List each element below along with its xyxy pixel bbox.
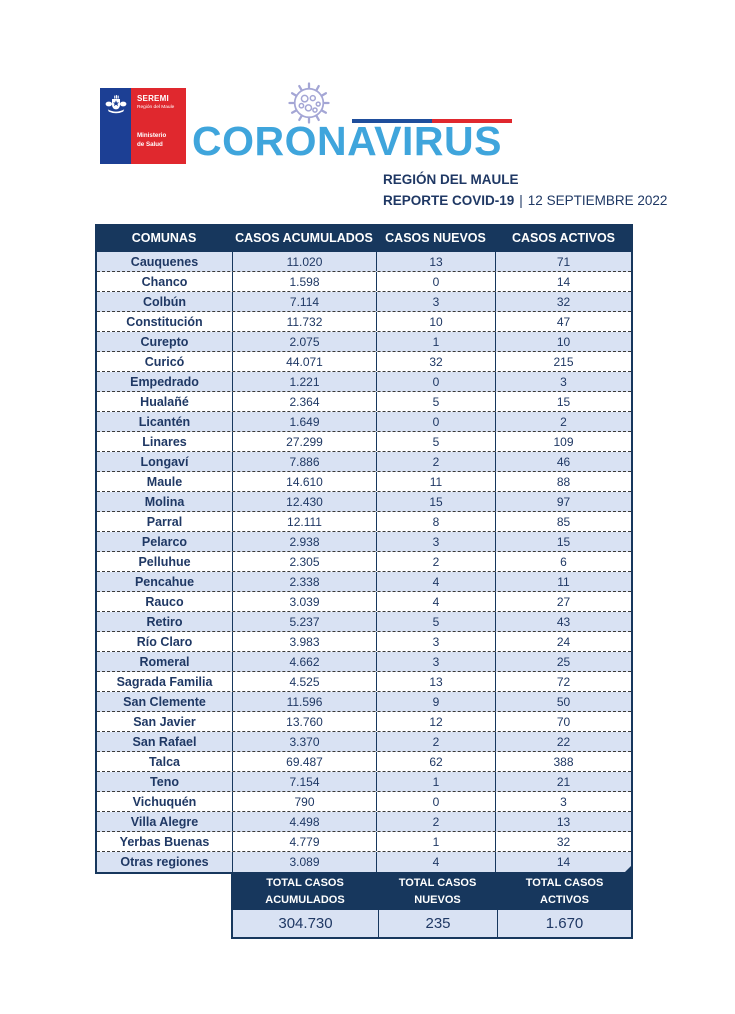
table-row — [97, 652, 631, 672]
report-date: 12 SEPTIEMBRE 2022 — [527, 193, 668, 208]
table-header-row — [95, 224, 633, 252]
value-cell: 4 — [377, 572, 496, 591]
value-cell: 4 — [377, 852, 496, 872]
comuna-cell: Vichuquén — [97, 792, 233, 811]
table-row — [97, 712, 631, 732]
comuna-cell: Villa Alegre — [97, 812, 233, 831]
table-row — [97, 352, 631, 372]
table-row — [97, 532, 631, 552]
value-cell: 14 — [496, 852, 631, 872]
comuna-cell: Otras regiones — [97, 852, 233, 872]
comuna-cell: Empedrado — [97, 372, 233, 391]
logo-red-panel — [131, 88, 186, 164]
table-row — [97, 592, 631, 612]
value-cell: 388 — [553, 754, 574, 769]
table-row — [97, 832, 631, 852]
column-header: CASOS NUEVOS — [385, 231, 486, 245]
totals-values-row — [231, 910, 633, 939]
value-cell: 25 — [556, 654, 571, 669]
comuna-cell: Colbún — [97, 292, 233, 311]
value-cell: 2 — [560, 414, 567, 429]
comuna-cell: Pelluhue — [97, 552, 233, 571]
comuna-cell: Sagrada Familia — [97, 672, 233, 691]
table-row — [97, 492, 631, 512]
table-row — [97, 292, 631, 312]
comuna-cell: Talca — [97, 752, 233, 771]
totals-header-cell — [497, 875, 632, 909]
value-cell: 6 — [560, 554, 567, 569]
value-cell: 1.598 — [233, 272, 377, 291]
value-cell: 0 — [377, 792, 496, 811]
comuna-cell: Rauco — [97, 592, 233, 611]
value-cell: 11.596 — [233, 692, 377, 711]
value-cell: 8 — [377, 512, 496, 531]
report-separator: | — [519, 193, 523, 208]
table-row — [97, 752, 631, 772]
table-row — [97, 692, 631, 712]
value-cell: 0 — [377, 412, 496, 431]
value-cell: 2 — [377, 552, 496, 571]
comuna-cell: Linares — [97, 432, 233, 451]
table-row — [97, 432, 631, 452]
value-cell: 4.525 — [233, 672, 377, 691]
table-row — [97, 272, 631, 292]
value-cell: 3.039 — [233, 592, 377, 611]
totals-header-line: TOTAL CASOS — [266, 876, 344, 889]
value-cell: 3 — [560, 794, 567, 809]
value-cell: 2.305 — [233, 552, 377, 571]
logo-ministry-text: Ministerio de Salud — [137, 132, 167, 148]
value-cell: 1 — [377, 332, 496, 351]
value-cell: 11.732 — [233, 312, 377, 331]
comuna-cell: Pelarco — [97, 532, 233, 551]
comuna-cell: Retiro — [97, 612, 233, 631]
comuna-cell: Hualañé — [97, 392, 233, 411]
value-cell: 215 — [553, 354, 574, 369]
value-cell: 11 — [377, 472, 496, 491]
value-cell: 27.299 — [233, 432, 377, 451]
comuna-cell: Constitución — [97, 312, 233, 331]
value-cell: 11 — [557, 574, 570, 589]
table-row — [97, 452, 631, 472]
totals-block — [231, 874, 633, 939]
value-cell: 12.430 — [233, 492, 377, 511]
value-cell: 71 — [556, 254, 571, 269]
table-row — [97, 732, 631, 752]
comuna-cell: Licantén — [97, 412, 233, 431]
totals-header-line: ACTIVOS — [540, 894, 589, 906]
value-cell: 0 — [377, 372, 496, 391]
value-cell: 13 — [377, 672, 496, 691]
value-cell: 4.779 — [233, 832, 377, 851]
totals-header-row — [231, 874, 633, 910]
page-title: CORONAVIRUS — [192, 118, 502, 164]
table-row — [97, 512, 631, 532]
column-header: CASOS ACUMULADOS — [235, 231, 373, 245]
comuna-cell: San Rafael — [97, 732, 233, 751]
value-cell: 10 — [556, 334, 571, 349]
value-cell: 9 — [377, 692, 496, 711]
totals-value-cell: 235 — [379, 910, 498, 937]
table-body — [95, 252, 633, 874]
table-row — [97, 812, 631, 832]
value-cell: 5 — [377, 612, 496, 631]
value-cell: 1 — [377, 772, 496, 791]
comuna-cell: Cauquenes — [97, 252, 233, 271]
value-cell: 14.610 — [233, 472, 377, 491]
comuna-cell: Teno — [97, 772, 233, 791]
value-cell: 85 — [556, 514, 571, 529]
totals-value-cell: 1.670 — [545, 915, 584, 932]
logo-seremi-text: SEREMI — [137, 94, 169, 103]
value-cell: 4 — [377, 592, 496, 611]
value-cell: 109 — [553, 434, 574, 449]
logo-blue-panel — [100, 88, 131, 164]
value-cell: 24 — [556, 634, 571, 649]
value-cell: 1 — [377, 832, 496, 851]
comuna-cell: Longaví — [97, 452, 233, 471]
comuna-cell: San Javier — [97, 712, 233, 731]
table-row — [97, 612, 631, 632]
value-cell: 3 — [377, 652, 496, 671]
column-header: COMUNAS — [131, 231, 197, 245]
value-cell: 3 — [560, 374, 567, 389]
value-cell: 5.237 — [233, 612, 377, 631]
value-cell: 12 — [377, 712, 496, 731]
value-cell: 4.662 — [233, 652, 377, 671]
value-cell: 2.364 — [233, 392, 377, 411]
value-cell: 2.075 — [233, 332, 377, 351]
value-cell: 15 — [556, 394, 571, 409]
table-row — [97, 412, 631, 432]
seremi-logo — [100, 88, 186, 164]
comuna-cell: Maule — [97, 472, 233, 491]
table-row — [97, 852, 631, 872]
value-cell: 32 — [556, 294, 571, 309]
value-cell: 21 — [556, 774, 571, 789]
value-cell: 2.938 — [233, 532, 377, 551]
coat-of-arms-icon — [105, 94, 127, 116]
value-cell: 3 — [377, 292, 496, 311]
table-row — [97, 792, 631, 812]
value-cell: 11.020 — [233, 252, 377, 271]
totals-value-cell: 304.730 — [233, 910, 379, 937]
table-row — [97, 312, 631, 332]
value-cell: 0 — [377, 272, 496, 291]
value-cell: 3.370 — [233, 732, 377, 751]
table-row — [97, 392, 631, 412]
value-cell: 1.649 — [233, 412, 377, 431]
comuna-cell: Romeral — [97, 652, 233, 671]
comuna-cell: Curicó — [97, 352, 233, 371]
logo-region-text: Región del Maule — [137, 105, 175, 110]
totals-header-line: ACUMULADOS — [265, 894, 345, 906]
table-row — [97, 472, 631, 492]
value-cell: 72 — [556, 674, 571, 689]
value-cell: 15 — [556, 534, 571, 549]
comuna-cell: Río Claro — [97, 632, 233, 651]
value-cell: 790 — [233, 792, 377, 811]
totals-header-cell — [232, 875, 378, 909]
table-row — [97, 332, 631, 352]
table-row — [97, 372, 631, 392]
value-cell: 88 — [556, 474, 571, 489]
comuna-cell: Yerbas Buenas — [97, 832, 233, 851]
value-cell: 97 — [556, 494, 571, 509]
comuna-cell: Molina — [97, 492, 233, 511]
region-subtitle: REGIÓN DEL MAULE — [383, 172, 519, 187]
covid-table — [95, 224, 633, 939]
comuna-cell: San Clemente — [97, 692, 233, 711]
table-row — [97, 552, 631, 572]
value-cell: 10 — [377, 312, 496, 331]
value-cell: 5 — [377, 432, 496, 451]
value-cell: 69.487 — [233, 752, 377, 771]
value-cell: 7.886 — [233, 452, 377, 471]
value-cell: 2.338 — [233, 572, 377, 591]
table-row — [97, 772, 631, 792]
value-cell: 3 — [377, 532, 496, 551]
value-cell: 22 — [556, 734, 571, 749]
totals-header-cell — [378, 875, 497, 909]
value-cell: 32 — [377, 352, 496, 371]
value-cell: 13 — [556, 814, 571, 829]
comuna-cell: Parral — [97, 512, 233, 531]
value-cell: 13 — [377, 252, 496, 271]
report-subtitle — [383, 193, 667, 208]
value-cell: 2 — [377, 452, 496, 471]
totals-header-line: TOTAL CASOS — [525, 876, 604, 889]
report-label: REPORTE COVID-19 — [383, 193, 515, 208]
value-cell: 3.983 — [233, 632, 377, 651]
value-cell: 46 — [556, 454, 571, 469]
column-header: CASOS ACTIVOS — [511, 231, 616, 245]
value-cell: 32 — [556, 834, 571, 849]
value-cell: 70 — [556, 714, 571, 729]
value-cell: 14 — [556, 274, 571, 289]
value-cell: 27 — [556, 594, 571, 609]
value-cell: 62 — [377, 752, 496, 771]
cell-corner-marker — [625, 866, 631, 872]
comuna-cell: Chanco — [97, 272, 233, 291]
totals-header-line: TOTAL CASOS — [398, 876, 477, 889]
value-cell: 2 — [377, 732, 496, 751]
value-cell: 12.111 — [233, 512, 377, 531]
table-row — [97, 632, 631, 652]
value-cell: 3 — [377, 632, 496, 651]
value-cell: 47 — [556, 314, 571, 329]
table-row — [97, 572, 631, 592]
value-cell: 50 — [556, 694, 571, 709]
table-row — [97, 672, 631, 692]
value-cell: 5 — [377, 392, 496, 411]
value-cell: 44.071 — [233, 352, 377, 371]
comuna-cell: Curepto — [97, 332, 233, 351]
value-cell: 13.760 — [233, 712, 377, 731]
value-cell: 1.221 — [233, 372, 377, 391]
table-row — [97, 252, 631, 272]
value-cell: 3.089 — [233, 852, 377, 872]
value-cell: 7.154 — [233, 772, 377, 791]
value-cell: 7.114 — [233, 292, 377, 311]
value-cell: 15 — [377, 492, 496, 511]
value-cell: 4.498 — [233, 812, 377, 831]
comuna-cell: Pencahue — [97, 572, 233, 591]
totals-header-line: NUEVOS — [414, 894, 461, 906]
value-cell: 43 — [556, 614, 571, 629]
value-cell: 2 — [377, 812, 496, 831]
